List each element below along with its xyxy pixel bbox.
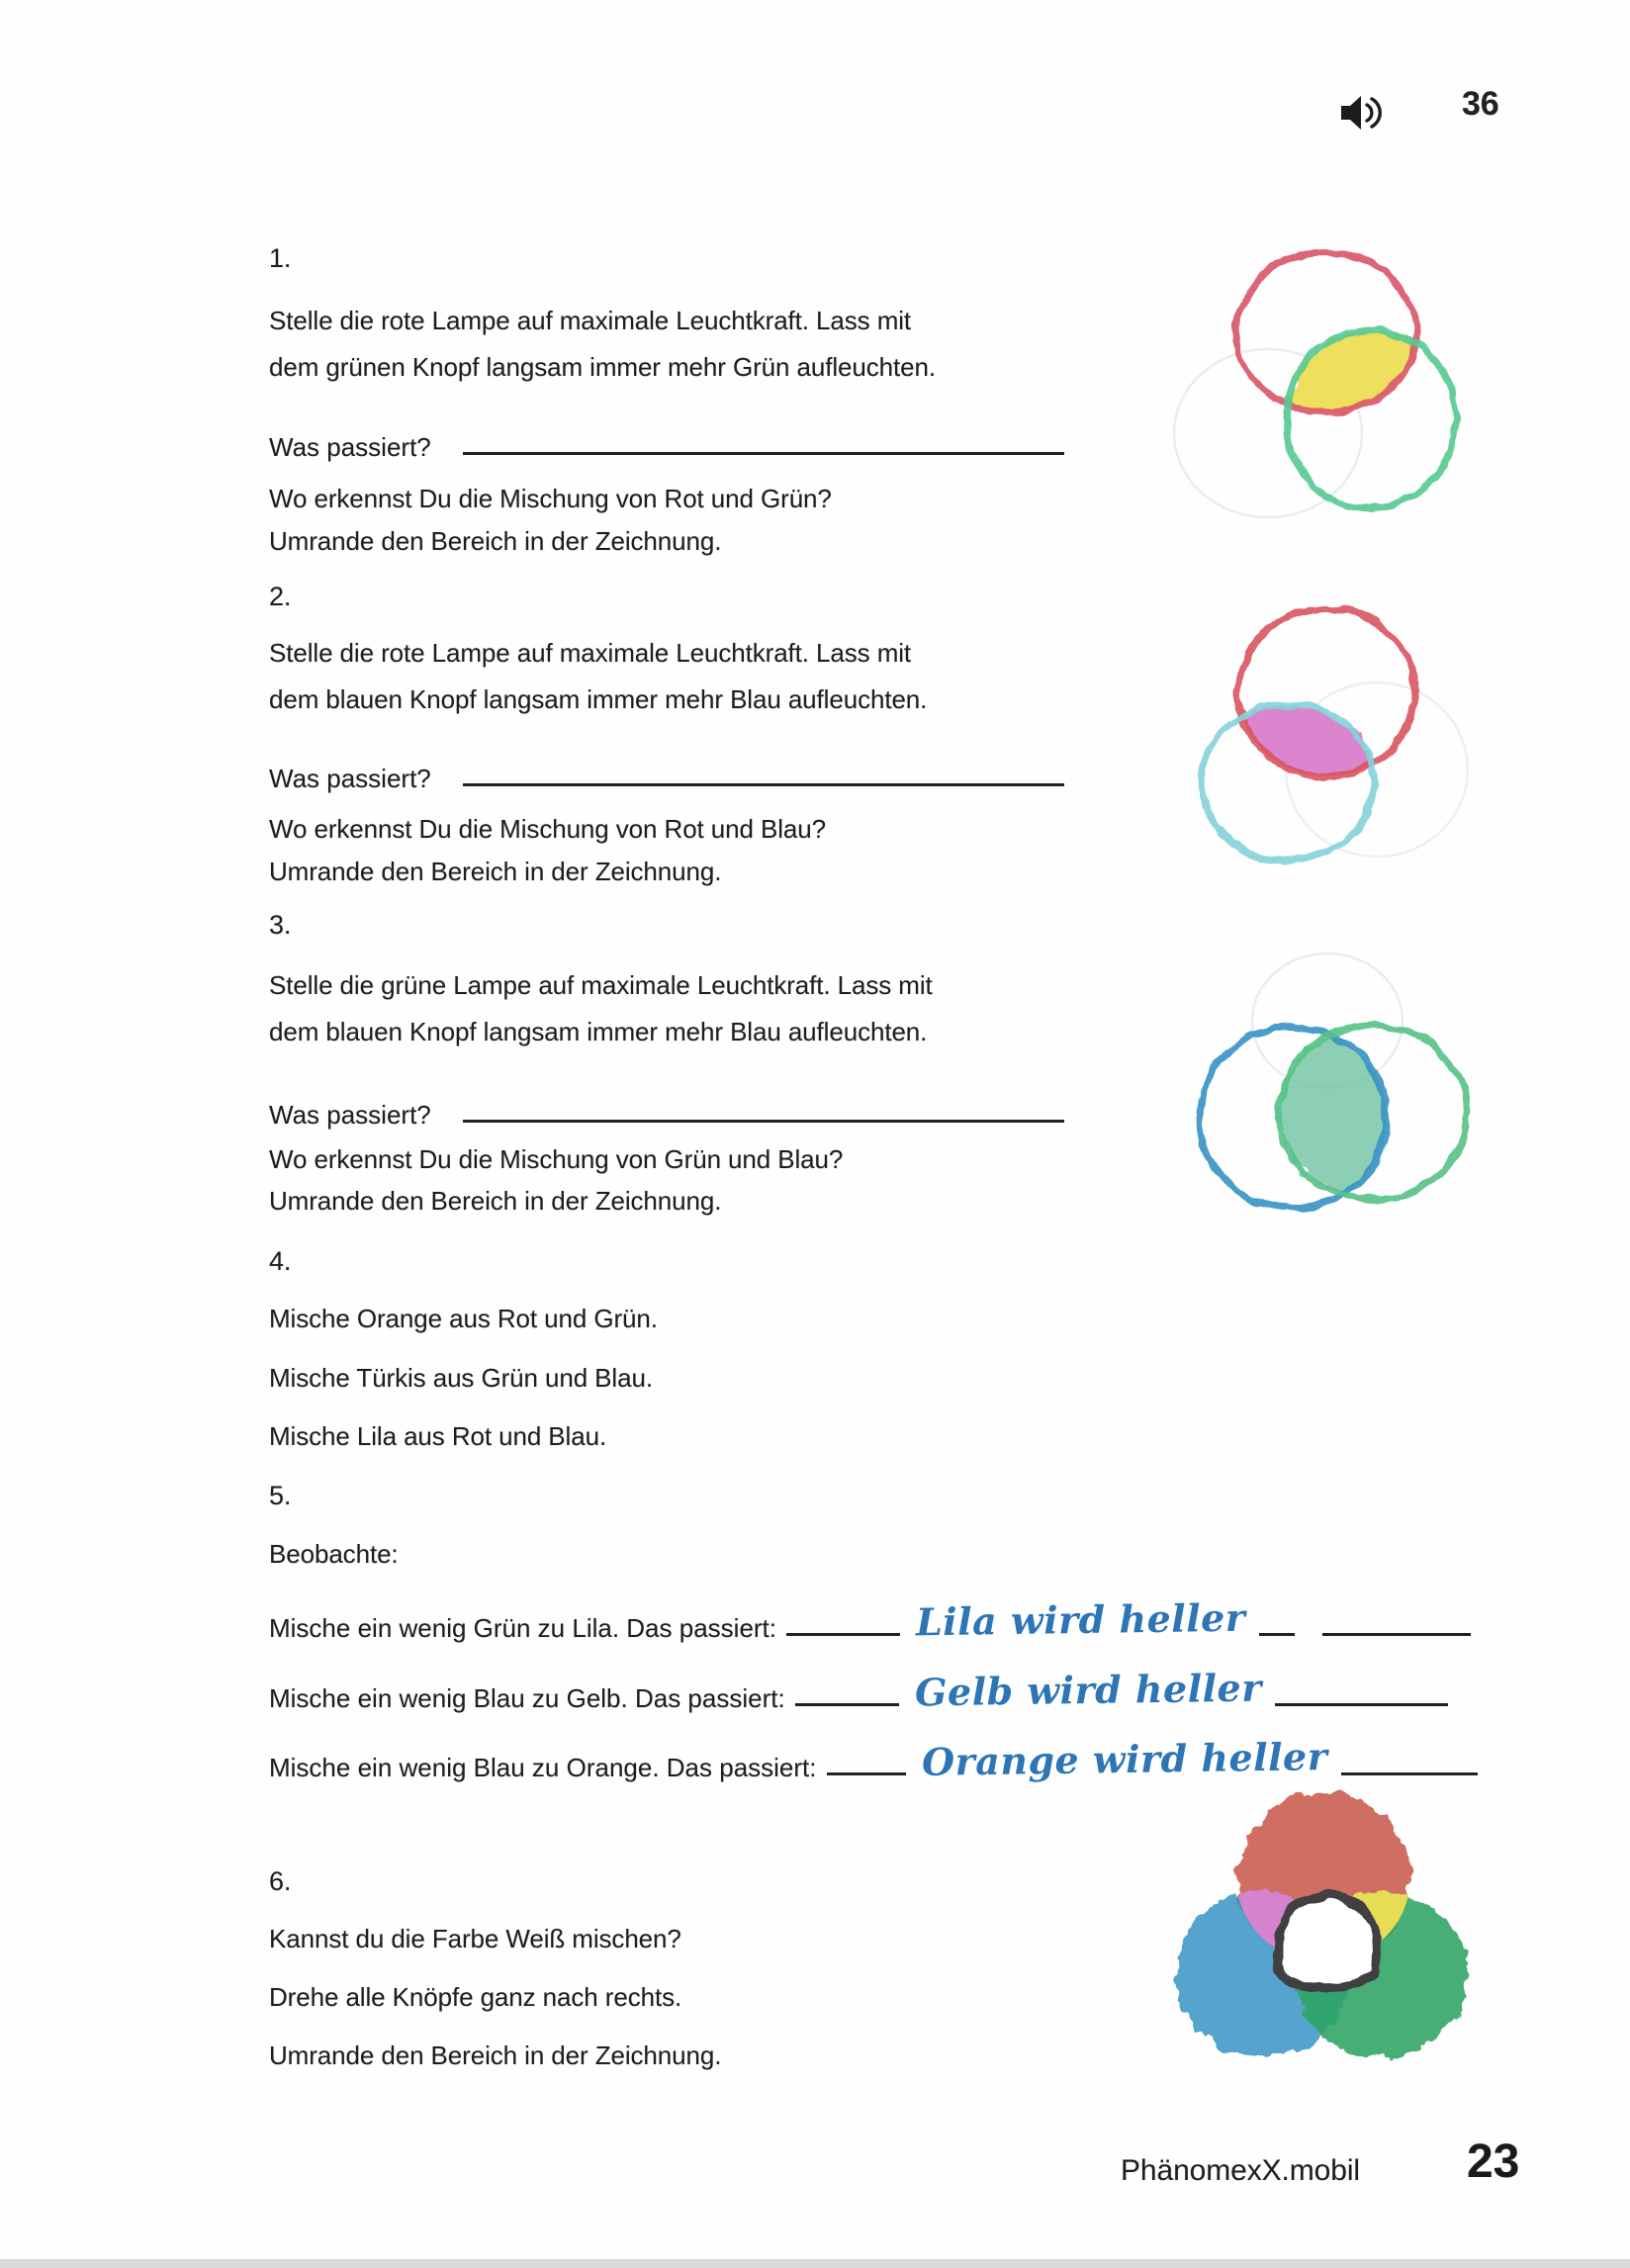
section-2-number: 2.: [269, 582, 292, 611]
section-6-turn-knobs-text: Drehe alle Knöpfe ganz nach rechts.: [269, 1982, 682, 2012]
ghost-template-circle: [1286, 682, 1468, 857]
section-1-outline-text: Umrande den Bereich in der Zeichnung.: [269, 526, 722, 556]
section-2-instruction-line-2: dem blauen Knopf langsam immer mehr Blau aufleuchten.: [269, 684, 928, 714]
white-center-outlined-triangle: [1278, 1893, 1375, 1989]
scan-edge-artifact: [0, 2259, 1630, 2268]
section-5-row-blue-to-yellow: [269, 1665, 1505, 1715]
section-4-mix-orange-text: Mische Orange aus Rot und Grün.: [269, 1304, 658, 1333]
section-6-mix-white-question: Kannst du die Farbe Weiß mischen?: [269, 1924, 681, 1953]
magenta-overlap-fill: [1175, 1891, 1349, 2057]
section-2-question-label: Was passiert?: [269, 764, 431, 793]
section-2-instruction-line-1: Stelle die rote Lampe auf maximale Leuchtkraft. Lass mit: [269, 638, 912, 668]
green-crayon-circle: [1279, 1026, 1467, 1200]
blank-line: [786, 1633, 900, 1636]
red-filled-circle: [1236, 1792, 1410, 1962]
teal-overlap-fill: [1279, 1026, 1467, 1200]
section-5-row-blue-to-orange: [269, 1734, 1505, 1784]
blank-line: [795, 1703, 899, 1706]
section-4-number: 4.: [269, 1246, 292, 1276]
blank-line: [1341, 1772, 1478, 1775]
red-crayon-circle: [1236, 252, 1416, 412]
green-crayon-circle: [1286, 330, 1456, 508]
header-page-reference: 36: [1462, 85, 1499, 123]
blank-line: [1322, 1633, 1471, 1636]
section-2-question-row: [269, 764, 1068, 794]
section-2-find-mixture-text: Wo erkennst Du die Mischung von Rot und Blau?: [269, 814, 827, 844]
section-1-find-mixture-text: Wo erkennst Du die Mischung von Rot und Grün?: [269, 484, 832, 513]
yellow-overlap-fill: [1286, 330, 1456, 508]
speaker-icon: [1337, 89, 1389, 141]
handwritten-answer-3: Orange wird heller: [921, 1734, 1327, 1784]
drawing-red-green-venn: [1174, 252, 1456, 517]
section-3-find-mixture-text: Wo erkennst Du die Mischung von Grün und Blau?: [269, 1144, 844, 1174]
section-3-number: 3.: [269, 910, 292, 940]
section-3-answer-blank-line: [463, 1120, 1064, 1123]
section-3-instruction-line-2: dem blauen Knopf langsam immer mehr Blau aufleuchten.: [269, 1017, 928, 1046]
section-1-instruction-line-2: dem grünen Knopf langsam immer mehr Grün aufleuchten.: [269, 352, 936, 382]
section-1-instruction-line-1: Stelle die rote Lampe auf maximale Leuchtkraft. Lass mit: [269, 306, 912, 335]
handwritten-answer-2: Gelb wird heller: [914, 1665, 1262, 1715]
green-filled-circle: [1294, 1891, 1468, 2057]
drawing-green-blue-venn: [1199, 953, 1467, 1209]
yellow-overlap-fill: [1294, 1891, 1468, 2057]
ghost-template-circle: [1174, 349, 1362, 517]
blue-crayon-circle: [1199, 1027, 1387, 1209]
section-4-mix-turquoise-text: Mische Türkis aus Grün und Blau.: [269, 1363, 653, 1393]
section-3-question-row: [269, 1100, 1068, 1131]
blank-line: [827, 1772, 906, 1775]
section-1-question-label: Was passiert?: [269, 432, 431, 462]
magenta-overlap-fill: [1202, 704, 1374, 861]
section-6-outline-text: Umrande den Bereich in der Zeichnung.: [269, 2041, 722, 2070]
section-2-outline-text: Umrande den Bereich in der Zeichnung.: [269, 857, 722, 886]
section-5-observe-label: Beobachte:: [269, 1539, 399, 1569]
ghost-template-circle: [1252, 953, 1403, 1088]
section-5-number: 5.: [269, 1481, 292, 1510]
section-5-row-3-label: Mische ein wenig Blau zu Orange. Das passiert:: [269, 1753, 817, 1782]
handwritten-answer-1: Lila wird heller: [915, 1594, 1246, 1645]
section-1-number: 1.: [269, 243, 292, 273]
section-6-number: 6.: [269, 1866, 292, 1896]
section-2-answer-blank-line: [463, 783, 1064, 786]
drawing-rgb-wheel: [1175, 1792, 1468, 2057]
section-5-row-1-label: Mische ein wenig Grün zu Lila. Das passiert:: [269, 1613, 777, 1643]
section-3-outline-text: Umrande den Bereich in der Zeichnung.: [269, 1186, 722, 1216]
section-5-row-green-to-purple: [269, 1594, 1505, 1645]
section-4-mix-purple-text: Mische Lila aus Rot und Blau.: [269, 1421, 607, 1451]
blank-line: [1275, 1703, 1448, 1706]
section-1-answer-blank-line: [463, 452, 1064, 455]
cyan-crayon-circle: [1202, 704, 1374, 861]
section-3-question-label: Was passiert?: [269, 1100, 431, 1130]
section-3-instruction-line-1: Stelle die grüne Lampe auf maximale Leuchtkraft. Lass mit: [269, 970, 933, 1000]
drawing-red-blue-venn: [1202, 608, 1468, 861]
blank-line: [1259, 1633, 1295, 1636]
footer-page-number: 23: [1467, 2135, 1520, 2188]
red-crayon-circle: [1238, 608, 1414, 776]
footer-brand: PhänomexX.mobil: [1121, 2154, 1360, 2187]
section-5-row-2-label: Mische ein wenig Blau zu Gelb. Das passiert:: [269, 1683, 785, 1713]
section-1-question-row: [269, 432, 1068, 463]
blue-filled-circle: [1175, 1891, 1349, 2057]
